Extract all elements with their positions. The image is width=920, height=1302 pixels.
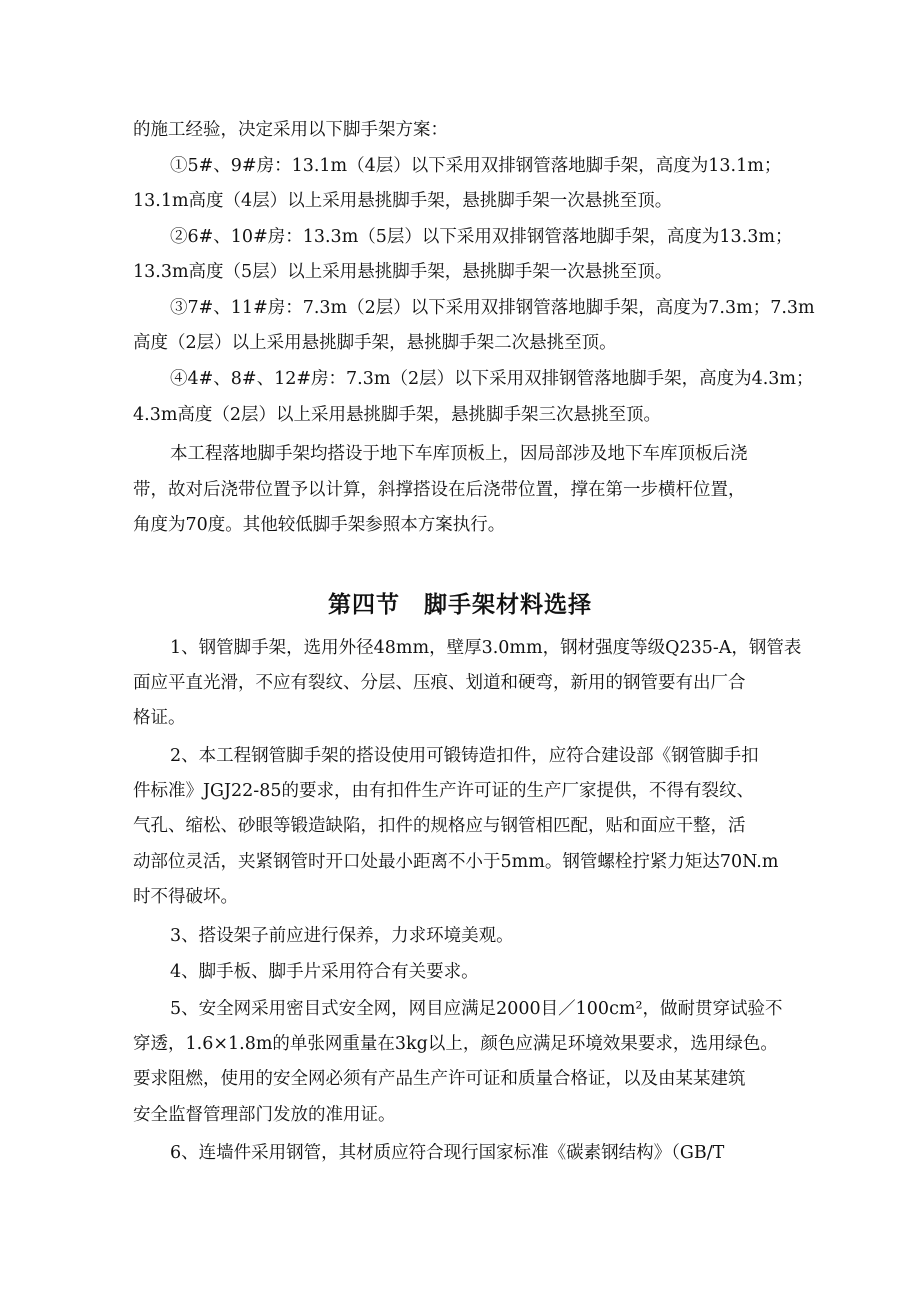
note-line: 带，故对后浇带位置予以计算，斜撑搭设在后浇带位置，撑在第一步横杆位置， <box>133 480 746 500</box>
item-line: 时不得破坏。 <box>133 887 238 907</box>
item-line: 3、搭设架子前应进行保养，力求环境美观。 <box>170 926 514 946</box>
plan-line: ②6#、10#房：13.3m（5层）以下采用双排钢管落地脚手架，高度为13.3m； <box>170 227 793 247</box>
item-line: 要求阻燃，使用的安全网必须有产品生产许可证和质量合格证，以及由某某建筑 <box>133 1069 746 1089</box>
plan-line: ④4#、8#、12#房：7.3m（2层）以下采用双排钢管落地脚手架，高度为4.3m； <box>170 369 814 389</box>
intro-text: 的施工经验，决定采用以下脚手架方案： <box>133 120 448 140</box>
plan-line: ③7#、11#房：7.3m（2层）以下采用双排钢管落地脚手架，高度为7.3m；7.3m <box>170 298 815 318</box>
item-line: 动部位灵活，夹紧钢管时开口处最小距离不小于5mm。钢管螺栓拧紧力矩达70N.m <box>133 852 779 872</box>
item-line: 6、连墙件采用钢管，其材质应符合现行国家标准《碳素钢结构》（GB/T <box>170 1143 725 1163</box>
plan-line: 4.3m高度（2层）以上采用悬挑脚手架，悬挑脚手架三次悬挑至顶。 <box>133 405 662 425</box>
item-line: 格证。 <box>133 708 186 728</box>
item-line: 5、安全网采用密目式安全网，网目应满足2000目／100cm²，做耐贯穿试验不 <box>170 999 783 1019</box>
item-line: 面应平直光滑，不应有裂纹、分层、压痕、划道和硬弯，新用的钢管要有出厂合 <box>133 673 746 693</box>
item-line: 气孔、缩松、砂眼等锻造缺陷，扣件的规格应与钢管相匹配，贴和面应干整，活 <box>133 816 746 836</box>
item-line: 件标准》JGJ22-85的要求，由有扣件生产许可证的生产厂家提供，不得有裂纹、 <box>133 781 754 801</box>
plan-line: 13.3m高度（5层）以上采用悬挑脚手架，悬挑脚手架一次悬挑至顶。 <box>133 262 673 282</box>
item-line: 4、脚手板、脚手片采用符合有关要求。 <box>170 962 479 982</box>
plan-line: 高度（2层）以上采用悬挑脚手架，悬挑脚手架二次悬挑至顶。 <box>133 333 617 353</box>
item-line: 2、本工程钢管脚手架的搭设使用可锻铸造扣件，应符合建设部《钢管脚手扣 <box>170 746 759 766</box>
item-line: 安全监督管理部门发放的准用证。 <box>133 1105 396 1125</box>
note-line: 角度为70度。其他较低脚手架参照本方案执行。 <box>133 515 506 535</box>
plan-line: 13.1m高度（4层）以上采用悬挑脚手架，悬挑脚手架一次悬挑至顶。 <box>133 191 673 211</box>
section-heading: 第四节 脚手架材料选择 <box>328 592 592 618</box>
note-line: 本工程落地脚手架均搭设于地下车库顶板上，因局部涉及地下车库顶板后浇 <box>170 444 748 464</box>
item-line: 1、钢管脚手架，选用外径48mm，壁厚3.0mm，钢材强度等级Q235-A，钢管表 <box>170 638 802 658</box>
item-line: 穿透，1.6×1.8m的单张网重量在3kg以上，颜色应满足环境效果要求，选用绿色。 <box>133 1034 778 1054</box>
plan-line: ①5#、9#房：13.1m（4层）以下采用双排钢管落地脚手架，高度为13.1m； <box>170 156 782 176</box>
